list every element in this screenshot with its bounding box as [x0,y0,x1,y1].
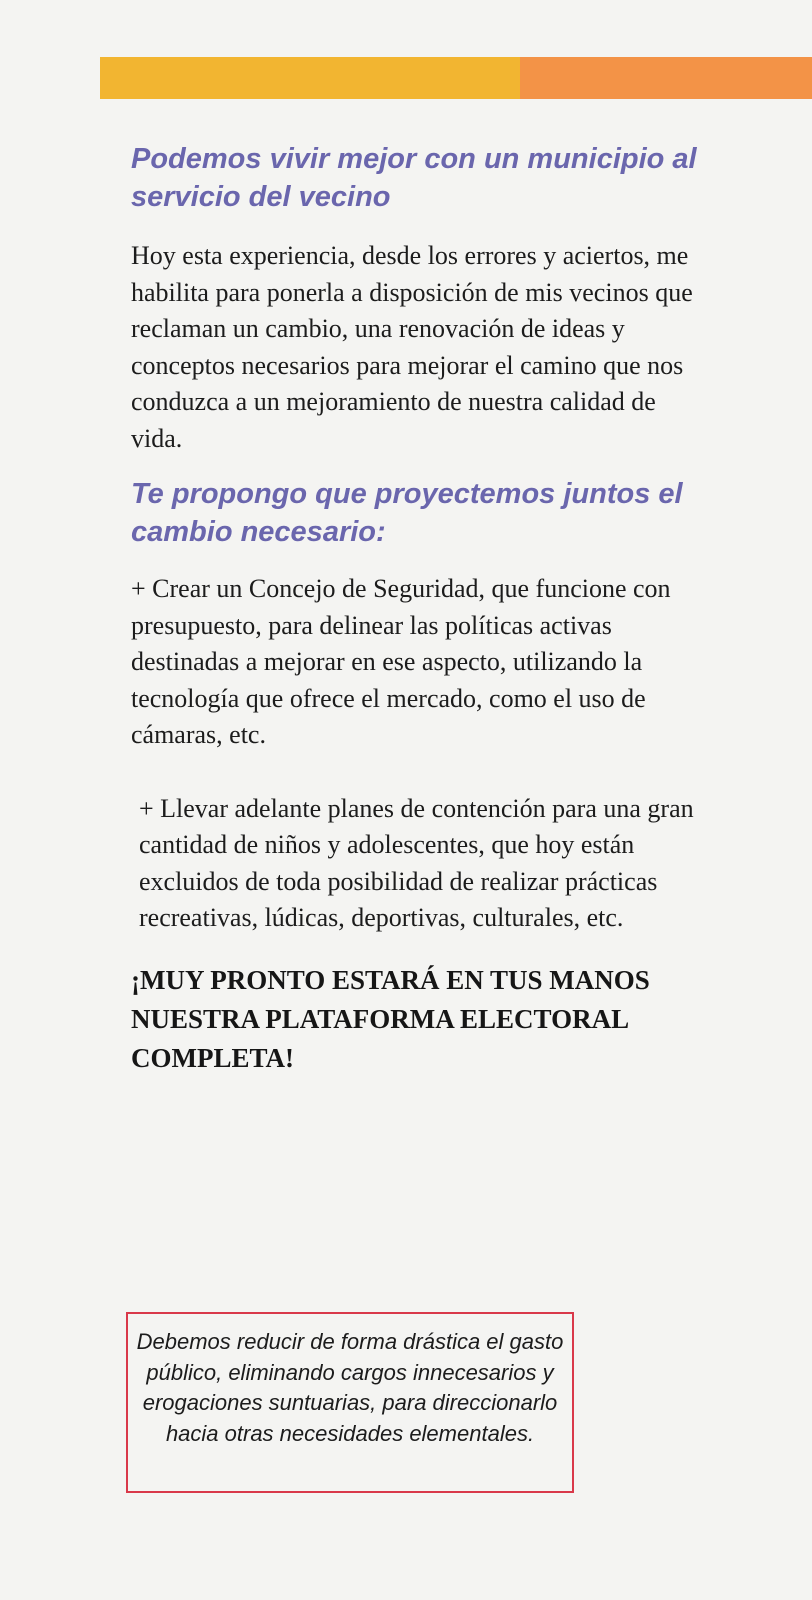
section-heading-propuesta: Te propongo que proyectemos juntos el cambio necesario: [131,478,683,548]
proposal-seguridad: + Crear un Concejo de Seguridad, que funcione con presupuesto, para delinear las políticas activas destinadas a mejorar en ese aspecto, utilizando la tecnología que ofrece el mercado, como el uso de cámaras, etc. [131,574,671,749]
flyer-content [131,136,711,1078]
section-heading-municipio: Podemos vivir mejor con un municipio al servicio del vecino [131,143,697,213]
notice-box [126,1312,574,1493]
header-band-orange [520,57,812,99]
proposal-contencion: + Llevar adelante planes de contención para una gran cantidad de niños y adolescentes, que hoy están excluidos de toda posibilidad de realizar prácticas recreativas, lúdicas, deportivas, culturales, etc. [139,793,694,932]
header-band-yellow [100,57,520,99]
notice-text: Debemos reducir de forma drástica el gasto público, eliminando cargos innecesarios y erogaciones suntuarias, para direccionarlo hacia otras necesidades elementales. [136,1329,564,1446]
closing-announcement: ¡MUY PRONTO ESTARÁ EN TUS MANOS NUESTRA PLATAFORMA ELECTORAL COMPLETA! [131,964,650,1073]
intro-paragraph: Hoy esta experiencia, desde los errores y aciertos, me habilita para ponerla a disposición de mis vecinos que reclaman un cambio, una renovación de ideas y conceptos necesarios para mejorar el camino que nos conduzca a un mejoramiento de nuestra calidad de vida. [131,241,693,453]
